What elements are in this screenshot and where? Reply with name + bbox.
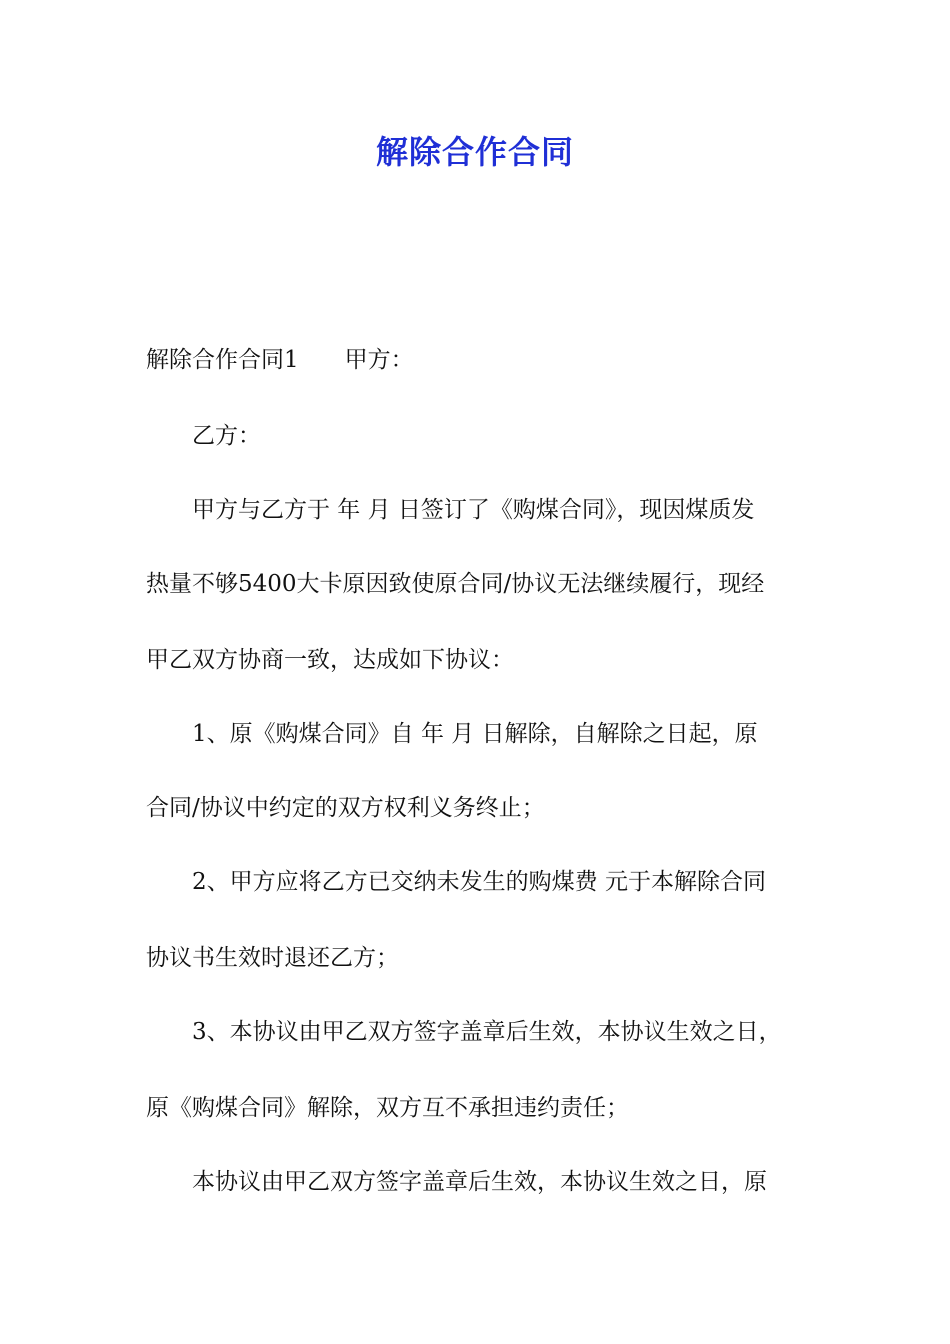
clause-3-line: 3、本协议由甲乙双方签字盖章后生效，本协议生效之日， bbox=[192, 1019, 782, 1045]
clause-2-line: 2、甲方应将乙方已交纳未发生的购煤费 元于本解除合同 bbox=[192, 869, 766, 895]
heading-line bbox=[146, 342, 806, 378]
contract-number-label: 解除合作合同1 bbox=[146, 347, 299, 373]
paragraph-line: 热量不够5400大卡原因致使原合同/协议无法继续履行，现经 bbox=[146, 571, 765, 597]
paragraph-line: 甲乙双方协商一致，达成如下协议： bbox=[146, 647, 514, 673]
clause-1-line: 1、原《购煤合同》自 年 月 日解除，自解除之日起，原 bbox=[192, 721, 758, 747]
paragraph-line: 本协议由甲乙双方签字盖章后生效，本协议生效之日，原 bbox=[192, 1169, 767, 1195]
document-title: 解除合作合同 bbox=[375, 133, 574, 171]
party-b-label: 乙方： bbox=[192, 423, 261, 449]
clause-1-line: 合同/协议中约定的双方权利义务终止； bbox=[146, 795, 545, 821]
paragraph-line: 甲方与乙方于 年 月 日签订了《购煤合同》，现因煤质发 bbox=[192, 497, 755, 523]
clause-3-line: 原《购煤合同》解除，双方互不承担违约责任； bbox=[146, 1095, 629, 1121]
clause-2-line: 协议书生效时退还乙方； bbox=[146, 945, 399, 971]
party-a-label: 甲方： bbox=[344, 347, 414, 373]
